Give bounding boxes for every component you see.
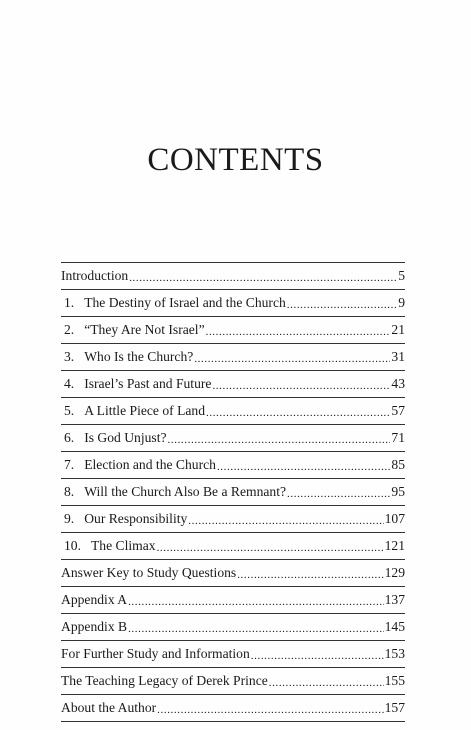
toc-entry-about-author	[61, 694, 405, 722]
dot-leader	[129, 272, 397, 284]
entry-text: Introduction	[61, 268, 129, 283]
entry-page: 145	[384, 619, 405, 634]
entry-page: 85	[391, 457, 405, 472]
toc-entry-answer-key	[61, 559, 405, 586]
entry-text: “They Are Not Israel”	[84, 322, 205, 337]
entry-page: 153	[384, 646, 405, 661]
chapter-number: 3.	[64, 349, 75, 364]
dot-leader	[188, 515, 383, 527]
toc-entry-chapter-2	[61, 316, 405, 343]
dot-leader	[251, 650, 384, 662]
dot-leader	[237, 569, 383, 581]
toc-entry-teaching-legacy	[61, 667, 405, 694]
entry-page: 155	[384, 673, 405, 688]
chapter-number: 7.	[64, 457, 75, 472]
chapter-number: 2.	[64, 322, 75, 337]
toc-entry-chapter-3	[61, 343, 405, 370]
entry-text: The Destiny of Israel and the Church	[84, 295, 286, 310]
toc-entry-chapter-5	[61, 397, 405, 424]
dot-leader	[194, 353, 390, 365]
toc-entry-appendix-a	[61, 586, 405, 613]
toc-entry-further-study	[61, 640, 405, 667]
entry-text: Answer Key to Study Questions	[61, 565, 237, 580]
entry-text: Appendix B	[61, 619, 128, 634]
toc-entry-appendix-b	[61, 613, 405, 640]
entry-text: Election and the Church	[84, 457, 216, 472]
entry-page: 129	[384, 565, 405, 580]
entry-page: 71	[391, 430, 405, 445]
entry-text: Israel’s Past and Future	[84, 376, 212, 391]
dot-leader	[217, 461, 390, 473]
toc-entry-chapter-9	[61, 505, 405, 532]
entry-page: 43	[391, 376, 405, 391]
dot-leader	[206, 407, 390, 419]
entry-text: Who Is the Church?	[84, 349, 194, 364]
chapter-number: 8.	[64, 484, 75, 499]
chapter-number: 10.	[64, 538, 81, 553]
dot-leader	[287, 488, 390, 500]
toc-entry-introduction	[61, 262, 405, 289]
entry-text: Our Responsibility	[84, 511, 188, 526]
toc-entry-chapter-4	[61, 370, 405, 397]
dot-leader	[168, 434, 391, 446]
entry-page: 9	[398, 295, 405, 310]
chapter-number: 6.	[64, 430, 75, 445]
entry-page: 137	[384, 592, 405, 607]
entry-text: A Little Piece of Land	[84, 403, 205, 418]
dot-leader	[157, 704, 383, 716]
entry-page: 5	[398, 268, 405, 283]
toc-entry-chapter-7	[61, 451, 405, 478]
chapter-number: 4.	[64, 376, 75, 391]
entry-page: 57	[391, 403, 405, 418]
toc-entry-chapter-10	[61, 532, 405, 559]
entry-text: For Further Study and Information	[61, 646, 250, 661]
entry-text: About the Author	[61, 700, 157, 715]
toc-entry-chapter-1	[61, 289, 405, 316]
entry-page: 121	[384, 538, 405, 553]
toc-entry-chapter-6	[61, 424, 405, 451]
dot-leader	[128, 596, 384, 608]
table-of-contents	[61, 262, 405, 722]
dot-leader	[206, 326, 391, 338]
entry-text: Is God Unjust?	[84, 430, 167, 445]
entry-page: 31	[391, 349, 405, 364]
dot-leader	[128, 623, 384, 635]
chapter-number: 5.	[64, 403, 75, 418]
entry-text: The Teaching Legacy of Derek Prince	[61, 673, 268, 688]
entry-text: The Climax	[91, 538, 156, 553]
entry-page: 157	[384, 700, 405, 715]
chapter-number: 1.	[64, 295, 75, 310]
chapter-number: 9.	[64, 511, 75, 526]
entry-text: Appendix A	[61, 592, 128, 607]
dot-leader	[287, 299, 397, 311]
entry-page: 21	[391, 322, 405, 337]
entry-page: 107	[384, 511, 405, 526]
dot-leader	[269, 677, 384, 689]
dot-leader	[157, 542, 384, 554]
toc-entry-chapter-8	[61, 478, 405, 505]
entry-page: 95	[391, 484, 405, 499]
page-title: CONTENTS	[147, 142, 324, 178]
dot-leader	[212, 380, 390, 392]
entry-text: Will the Church Also Be a Remnant?	[84, 484, 287, 499]
